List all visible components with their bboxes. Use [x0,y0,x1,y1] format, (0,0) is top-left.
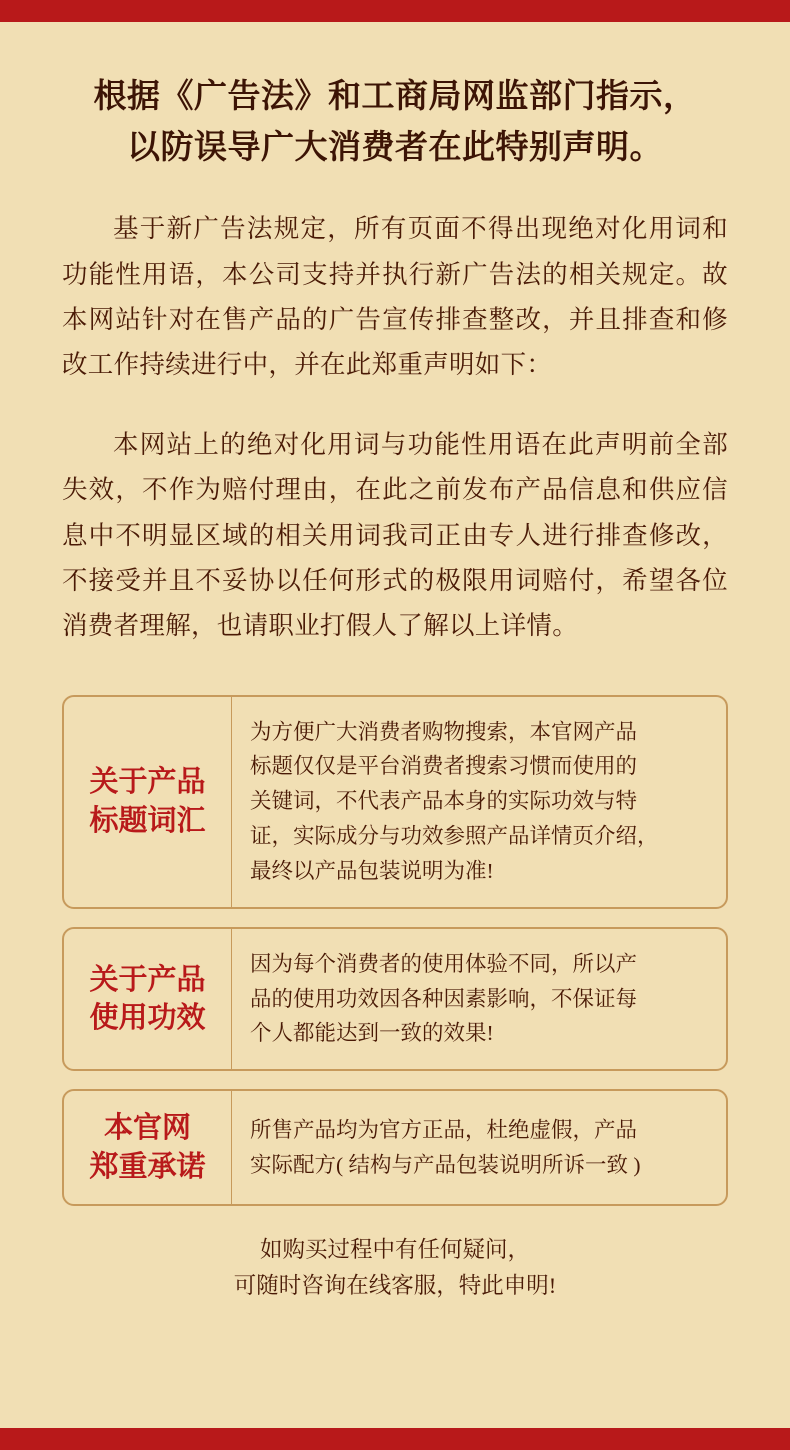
page-title [62,22,728,174]
declaration-card-list [62,695,728,1206]
card-body-line-2: 品的使用功效因各种因素影响，不保证每 [250,986,638,1011]
card-body-line-2: 实际配方( 结构与产品包装说明所诉一致 ) [250,1152,641,1177]
footer-line-2: 可随时咨询在线客服，特此申明! [233,1273,557,1299]
card-title-official-promise [64,1091,232,1204]
page-title-line-1: 根据《广告法》和工商局网监部门指示， [93,79,697,115]
card-title-product-keywords [64,697,232,907]
footer-line-1: 如购买过程中有任何疑问， [259,1236,530,1262]
page-title-line-2: 以防误导广大消费者在此特别声明。 [127,130,663,167]
card-title-line-2: 标题词汇 [89,804,206,837]
card-body-line-2: 标题仅仅是平台消费者搜索习惯而使用的 [250,754,638,779]
card-body-product-efficacy [232,929,726,1069]
statement-paragraph-2: 本网站上的绝对化用词与功能性用语在此声明前全部失效，不作为赔付理由，在此之前发布产品信息和供应信息中不明显区域的相关用词我司正由专人进行排查修改，不接受并且不妥协以任何形式的极限用词赔付，希望各位消费者理解，也请职业打假人了解以上详情。 [62,429,728,641]
card-title-product-efficacy [64,929,232,1069]
card-title-line-2: 使用功效 [89,1002,206,1035]
content-panel [0,22,790,1428]
statement-paragraph-1: 基于新广告法规定，所有页面不得出现绝对化用词和功能性用语，本公司支持并执行新广告法的相关规定。故本网站针对在售产品的广告宣传排查整改，并且排查和修改工作持续进行中，并在此郑重声明如下： [62,214,728,380]
card-body-line-4: 证，实际成分与功效参照产品详情页介绍， [250,824,659,849]
card-title-line-1: 关于产品 [89,766,206,799]
card-body-product-keywords [232,697,726,907]
footer-note [62,1232,728,1305]
bottom-red-bar [0,1428,790,1450]
card-title-line-1: 本官网 [103,1112,191,1145]
card-body-line-3: 关键词，不代表产品本身的实际功效与特 [250,789,638,814]
card-body-line-1: 所售产品均为官方正品，杜绝虚假，产品 [250,1117,638,1142]
top-red-bar [0,0,790,22]
card-title-line-2: 郑重承诺 [89,1150,206,1183]
declaration-card [62,927,728,1071]
card-body-line-1: 因为每个消费者的使用体验不同，所以产 [250,951,638,976]
card-body-line-3: 个人都能达到一致的效果! [250,1021,494,1046]
card-body-line-5: 最终以产品包装说明为准! [250,858,494,883]
card-body-official-promise [232,1091,726,1204]
declaration-card [62,1089,728,1206]
card-title-line-1: 关于产品 [89,963,206,996]
declaration-card [62,695,728,909]
card-body-line-1: 为方便广大消费者购物搜索，本官网产品 [250,719,638,744]
